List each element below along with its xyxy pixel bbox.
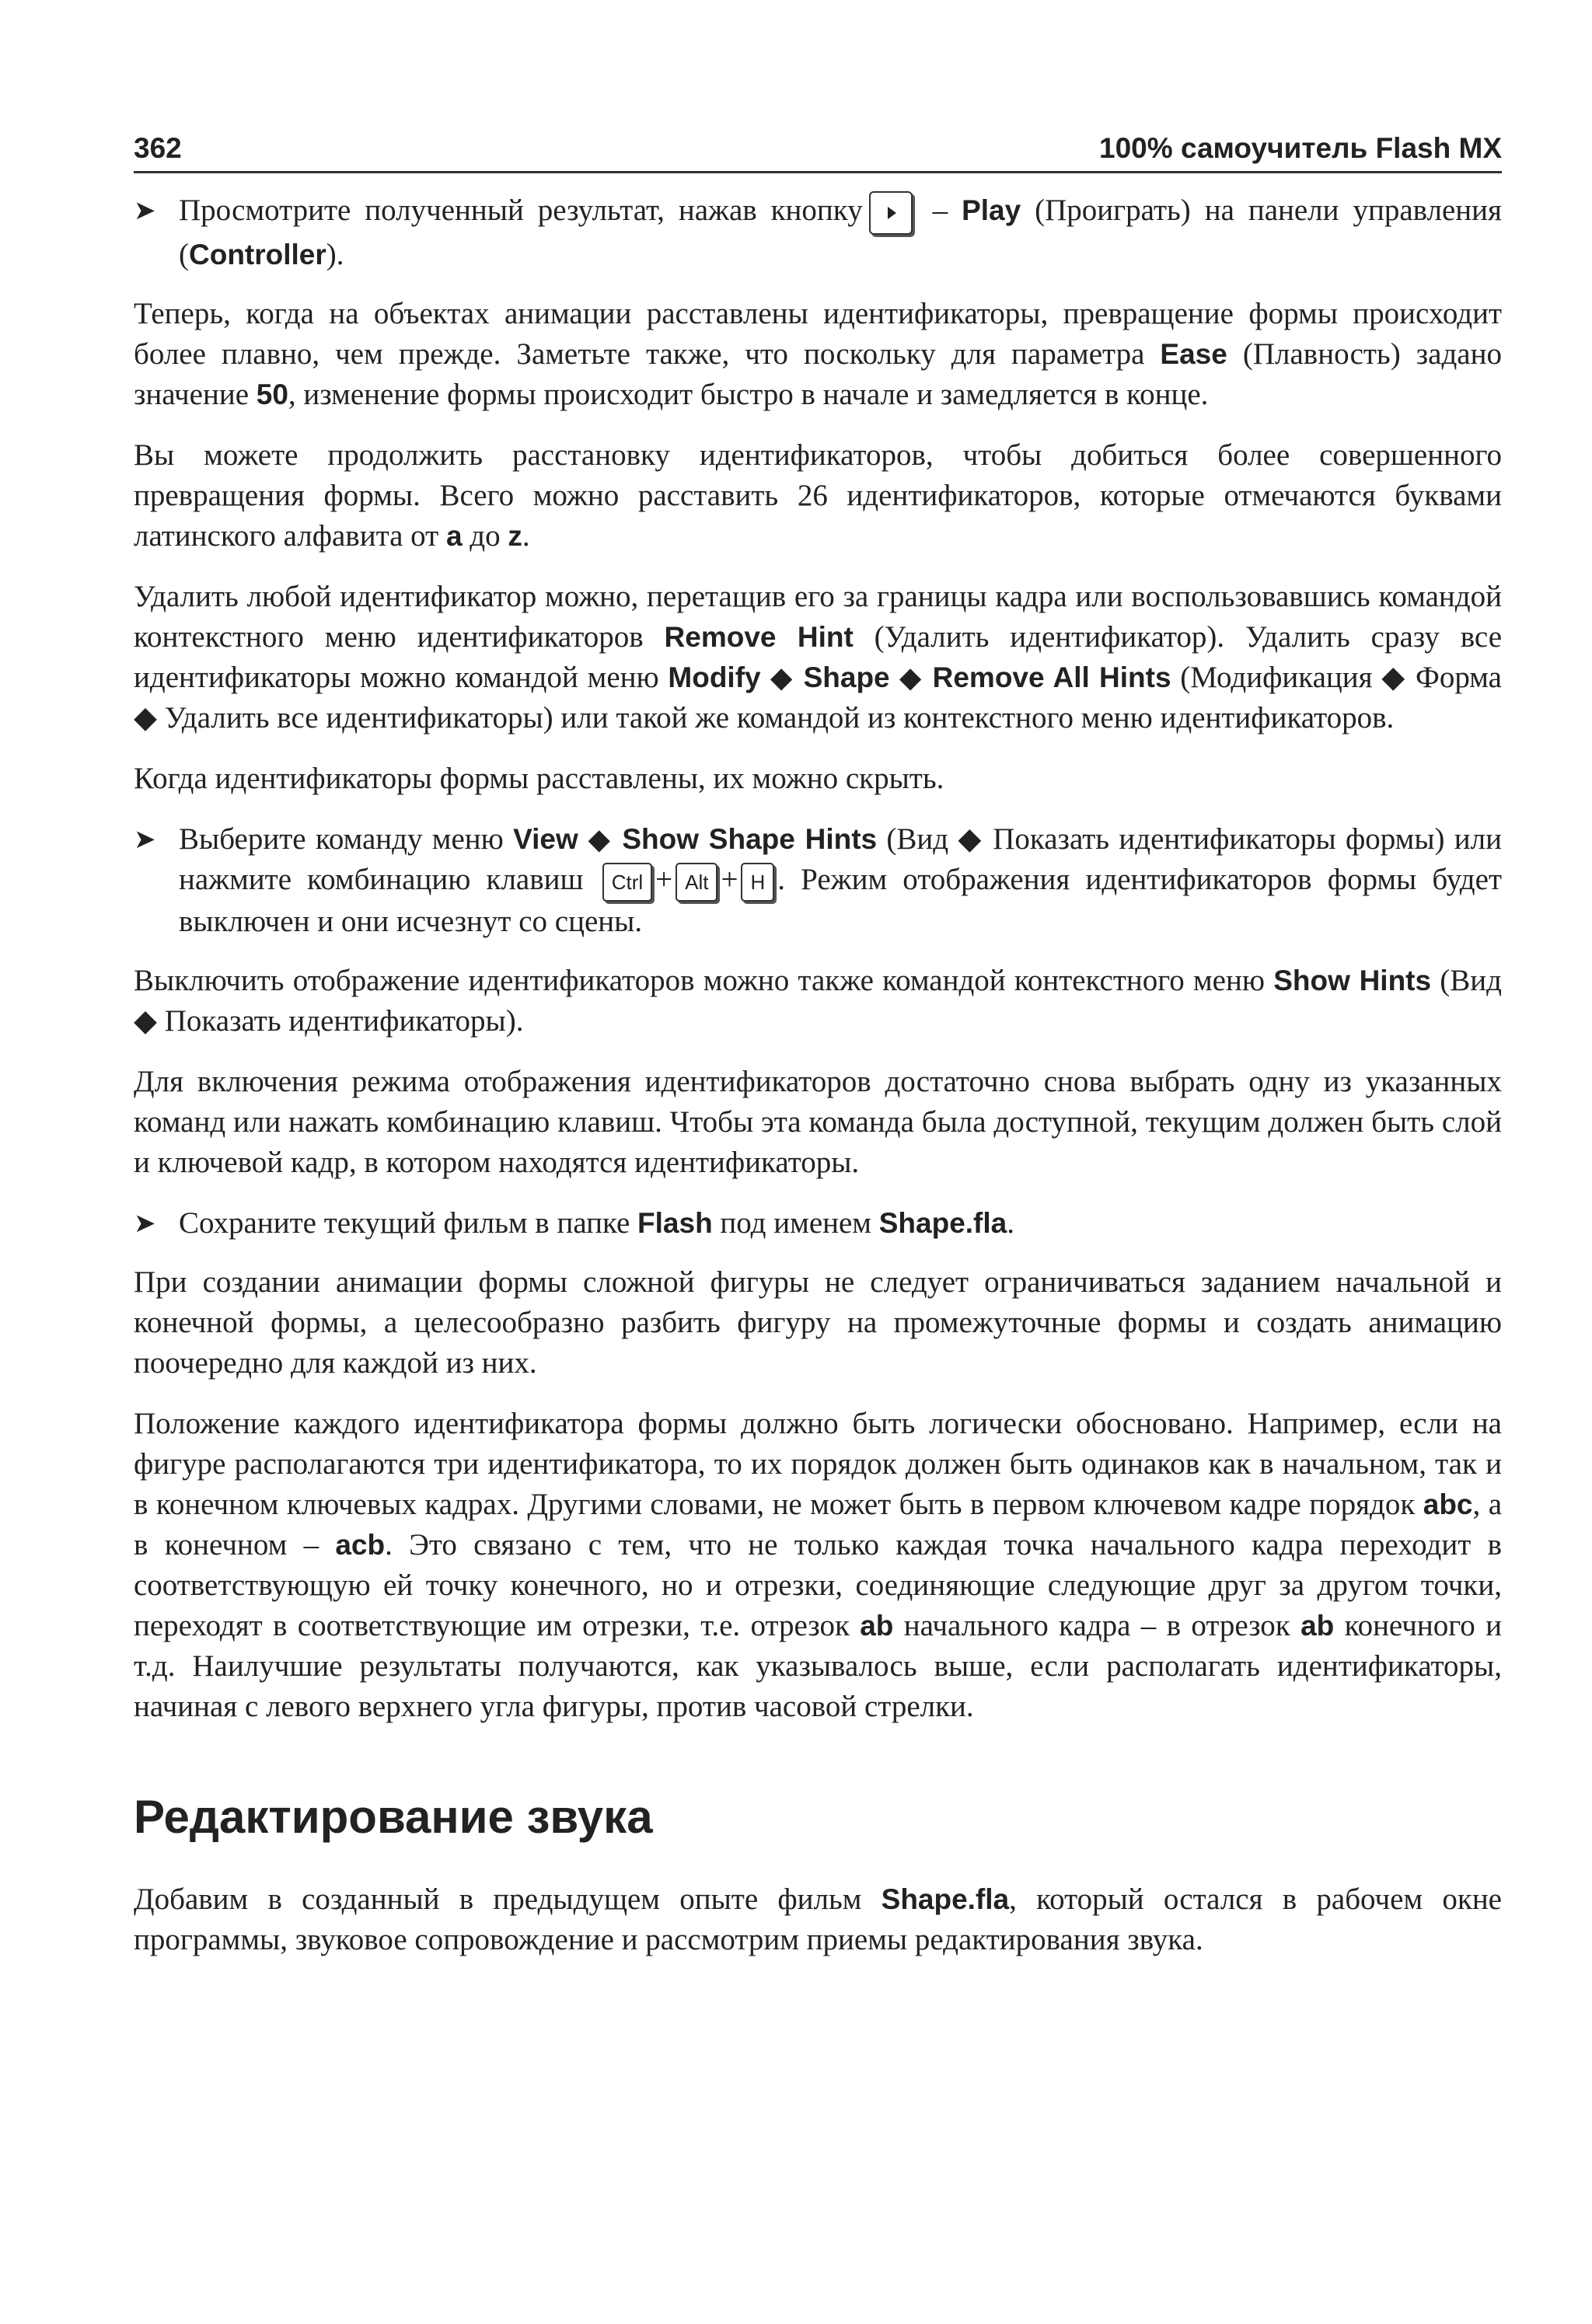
key-alt: Alt [676, 863, 717, 902]
bullet-step-play: ➤ Просмотрите полученный результат, нажав кнопку – Play (Проиграть) на панели управления (Controller). [134, 190, 1502, 275]
key-ctrl: Ctrl [602, 863, 652, 902]
term-show-hints: Show Hints [1273, 965, 1432, 997]
play-button-icon [869, 191, 913, 235]
term-remove-hint: Remove Hint [664, 621, 854, 654]
value-50: 50 [256, 379, 288, 411]
paragraph-enable-hints: Для включения режима отображения идентификаторов достаточно снова выбрать одну из указанных команд или нажать комбинацию клавиш. Чтобы эта команда была доступной, текущим должен быть слой и ключевой кадр, в котором находятся идентификаторы. [134, 1065, 1502, 1180]
term-controller: Controller [189, 239, 326, 271]
arrow-bullet-icon: ➤ [134, 1208, 156, 1240]
paragraph-complex-shapes: При создании анимации формы сложной фигуры не следует ограничиваться заданием начальной и конечной формы, а целесообразно разбить фигуру на промежуточные формы и создать анимацию поочередно для каждой из них. [134, 1265, 1502, 1380]
key-h: H [741, 863, 774, 902]
term-ease: Ease [1160, 338, 1227, 371]
menu-path-remove-all: Modify ◆ Shape ◆ Remove All Hints [668, 661, 1171, 694]
paragraph-sound-intro: Добавим в созданный в предыдущем опыте фильм Shape.fla, который остался в рабочем окне программы, звуковое сопровождение и рассмотрим приемы редактирования звука. [134, 1883, 1502, 1957]
book-page [134, 132, 1502, 1980]
paragraph-remove-hints: Удалить любой идентификатор можно, перетащив его за границы кадра или воспользовавшись командой контекстного меню идентификаторов Remove Hint (Удалить идентификатор). Удалить сразу все идентификаторы можно командой меню Modify ◆ Shape ◆ Remove All Hints (Модификация ◆ Форма ◆ Удалить все идентификаторы) или такой же командой из контекстного меню идентификаторов. [134, 580, 1503, 735]
paragraph-hide-hints: Когда идентификаторы формы расставлены, их можно скрыть. [134, 762, 944, 796]
bullet-step-save: ➤ Сохраните текущий фильм в папке Flash под именем Shape.fla. [134, 1203, 1502, 1244]
bullet-step-show-hints: ➤ Выберите команду меню View ◆ Show Shape Hints (Вид ◆ Показать идентификаторы формы) или нажмите комбинацию клавиш Ctrl + Alt + H . Режим отображения идентификаторов формы будет выключен и они исчезнут со сцены. [134, 819, 1502, 942]
term-file-name: Shape.fla [878, 1207, 1007, 1240]
paragraph-context-menu: Выключить отображение идентификаторов можно также командой контекстного меню Show Hints (Вид ◆ Показать идентификаторы). [134, 964, 1502, 1038]
paragraph-hint-order: Положение каждого идентификатора формы должно быть логически обосновано. Например, если на фигуре располагаются три идентификатора, то их порядок должен быть одинаков как в начальном, так и в конечном ключевых кадрах. Другими словами, не может быть в первом ключевом кадре порядок abc, а в конечном – acb. Это связано с тем, что не только каждая точка начального кадра переходит в соответствующую ей точку конечного, но и отрезки, соединяющие следующие друг за другом точки, переходят в соответствующие им отрезки, т.е. отрезок ab начального кадра – в отрезок ab конечного и т.д. Наилучшие результаты получаются, как указывалось выше, если располагать идентификаторы, начиная с левого верхнего угла фигуры, против часовой стрелки. [134, 1407, 1503, 1724]
running-header [134, 132, 1502, 173]
paragraph-ease: Теперь, когда на объектах анимации расставлены идентификаторы, превращение формы происходит более плавно, чем прежде. Заметьте также, что поскольку для параметра Ease (Плавность) задано значение 50, изменение формы происходит быстро в начале и замедляется в конце. [134, 297, 1502, 412]
term-file-name: Shape.fla [881, 1883, 1010, 1916]
arrow-bullet-icon: ➤ [134, 195, 156, 226]
term-play: Play [962, 194, 1021, 226]
book-title: 100% самоучитель Flash MX [1099, 132, 1502, 164]
page-content [134, 190, 1502, 1960]
page-number: 362 [134, 132, 182, 164]
menu-path-view: View ◆ Show Shape Hints [513, 823, 878, 856]
section-heading: Редактирование звука [134, 1791, 653, 1844]
term-flash-folder: Flash [637, 1207, 713, 1240]
arrow-bullet-icon: ➤ [134, 824, 156, 856]
paragraph-hints-count: Вы можете продолжить расстановку идентификаторов, чтобы добиться более совершенного превращения формы. Всего можно расставить 26 идентификаторов, которые отмечаются буквами латинского алфавита от a до z. [134, 438, 1502, 553]
